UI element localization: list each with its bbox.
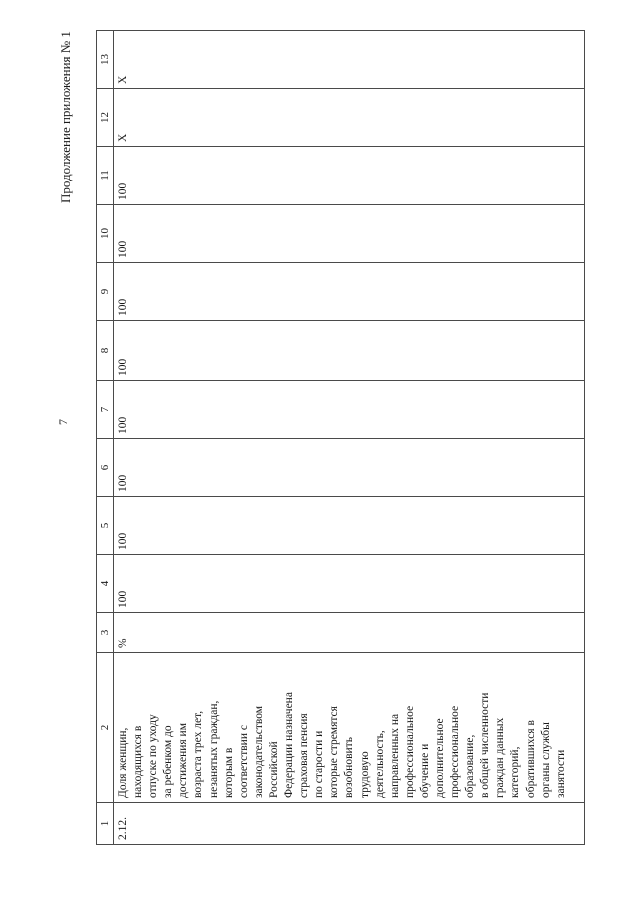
row-value: 100	[114, 147, 585, 205]
header-cell: 13	[97, 31, 114, 89]
description-line: которые стремятся	[328, 706, 341, 798]
description-line: в общей численности	[479, 692, 492, 798]
page-number: 7	[56, 419, 70, 425]
header-cell: 12	[97, 89, 114, 147]
description-line: категорий,	[509, 746, 522, 798]
header-cell: 2	[97, 653, 114, 803]
header-cell: 6	[97, 439, 114, 497]
header-cell: 4	[97, 555, 114, 613]
row-value: 100	[114, 381, 585, 439]
row-value: X	[114, 31, 585, 89]
row-value: 100	[114, 439, 585, 497]
header-cell: 5	[97, 497, 114, 555]
description-line: незанятых граждан,	[207, 700, 220, 798]
description-line: направленных на	[388, 713, 401, 798]
description-line: Федерации назначена	[283, 692, 296, 798]
indicator-table	[96, 30, 585, 845]
description-line: находящихся в	[132, 725, 145, 798]
description-line: Российской	[267, 741, 280, 798]
description-line: достижения им	[177, 723, 190, 798]
header-cell: 7	[97, 381, 114, 439]
appendix-note: Продолжение приложения № 1	[58, 31, 73, 203]
row-value: X	[114, 89, 585, 147]
row-value: 100	[114, 321, 585, 381]
description-line: деятельность,	[373, 730, 386, 798]
description-line: за ребенком до	[162, 725, 175, 798]
row-description	[114, 653, 585, 803]
header-row	[97, 31, 114, 845]
description-line: по старости и	[313, 730, 326, 798]
description-line: страховая пенсия	[298, 713, 311, 798]
description-line: которым в	[222, 747, 235, 798]
header-cell: 11	[97, 147, 114, 205]
header-cell: 3	[97, 613, 114, 653]
header-cell: 10	[97, 205, 114, 263]
description-line: возраста трех лет,	[192, 710, 205, 798]
description-line: возобновить	[343, 737, 356, 798]
description-line: законодательством	[252, 705, 265, 798]
description-line: граждан данных	[494, 717, 507, 798]
description-line: обратившихся в	[524, 720, 537, 798]
header-cell: 1	[97, 803, 114, 845]
description-line: профессиональное	[403, 705, 416, 798]
header-cell: 8	[97, 321, 114, 381]
description-line: трудовую	[358, 751, 371, 798]
description-line: соответствии с	[237, 725, 250, 798]
description-line: дополнительное	[433, 718, 446, 798]
row-unit: %	[114, 613, 585, 653]
row-value: 100	[114, 263, 585, 321]
row-value: 100	[114, 497, 585, 555]
row-value: 100	[114, 555, 585, 613]
description-line: занятости	[554, 749, 567, 798]
row-value: 100	[114, 205, 585, 263]
row-number: 2.12.	[114, 803, 585, 845]
table-row	[114, 31, 585, 845]
description-line: профессиональное	[449, 705, 462, 798]
description-line: органы службы	[539, 722, 552, 798]
description-line: отпуске по уходу	[147, 714, 160, 798]
description-line: обучение и	[418, 743, 431, 798]
description-line: Доля женщин,	[117, 727, 129, 798]
description-line: образование,	[464, 734, 477, 798]
header-cell: 9	[97, 263, 114, 321]
